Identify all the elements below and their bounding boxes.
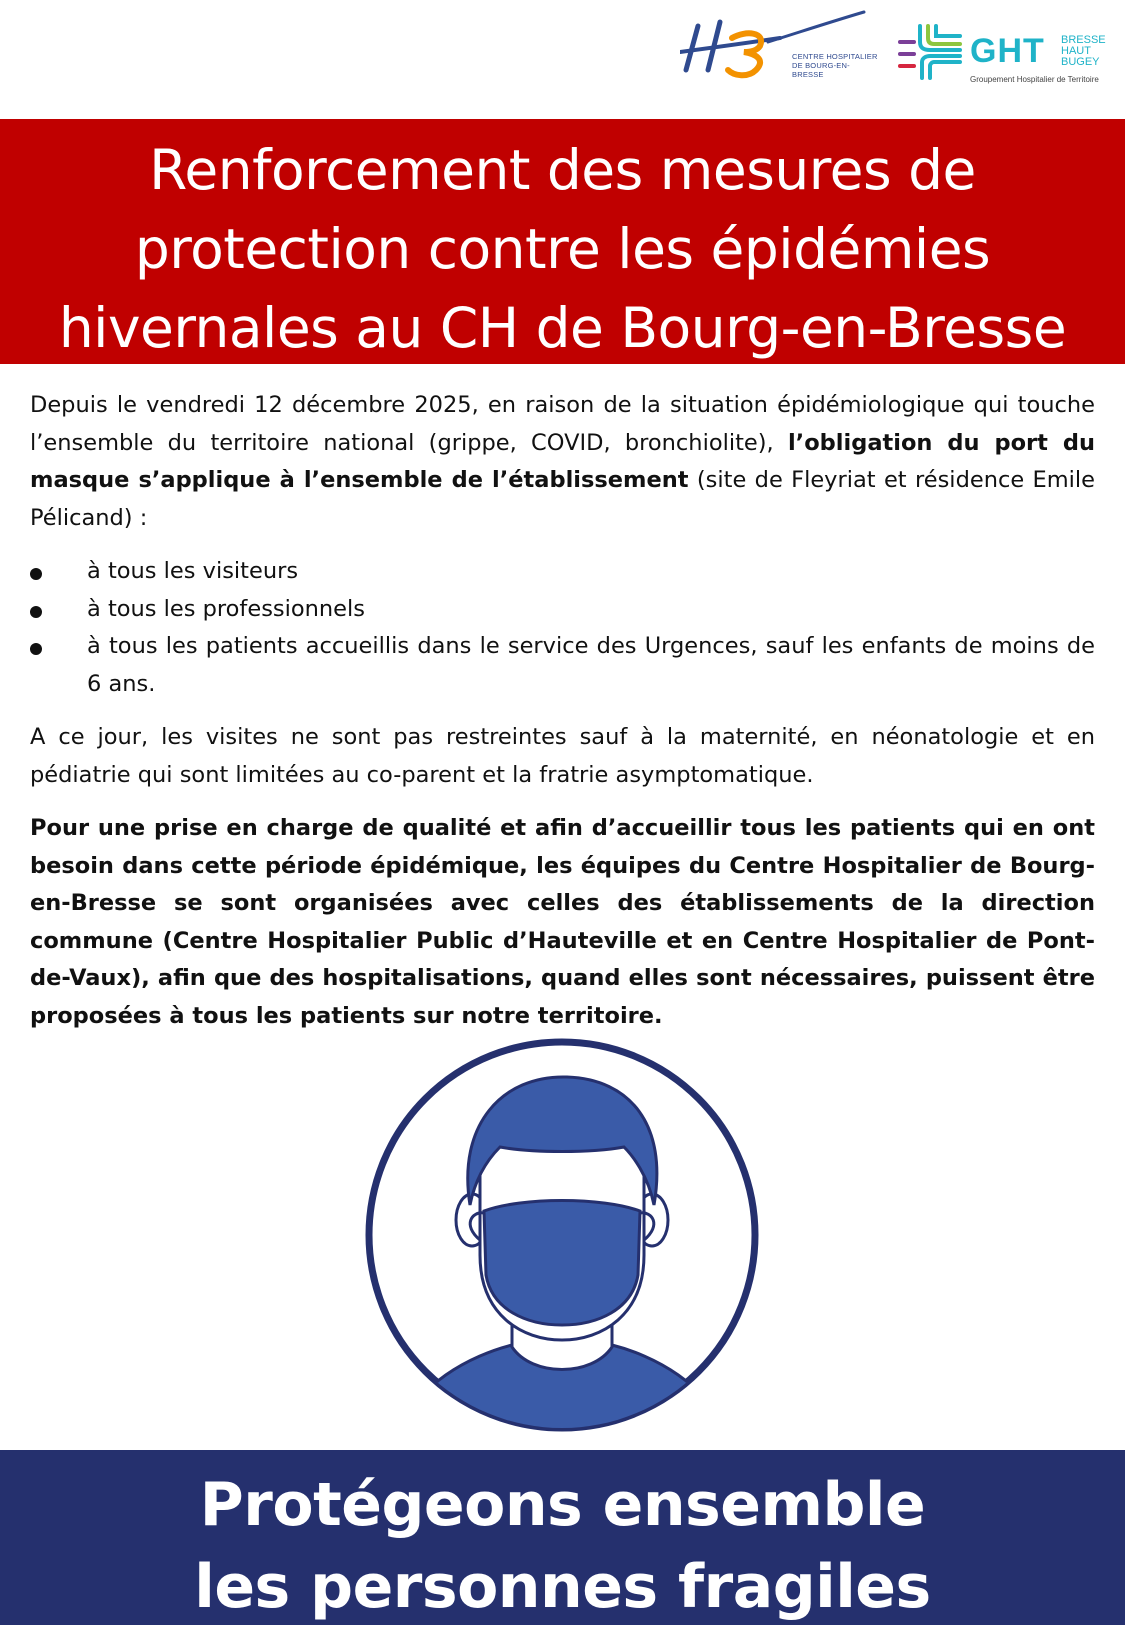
footer-banner: [0, 1450, 1125, 1625]
title-line-2: protection contre les épidémies: [134, 217, 991, 281]
list-item-text: à tous les visiteurs: [87, 558, 299, 584]
intro-text-end: (site de Fleyriat et résidence Emile Pélicand) :: [30, 467, 1095, 531]
bullet-icon: [30, 606, 42, 618]
title-line-3: hivernales au CH de Bourg-en-Bresse: [58, 296, 1067, 360]
ght-logo: [898, 22, 1108, 92]
list-item: [30, 553, 1095, 591]
list-item: [30, 628, 1095, 703]
list-item: [30, 591, 1095, 629]
intro-mask-obligation: l’obligation du port du masque s’applique à l’ensemble de l’établissement: [30, 429, 1095, 493]
masked-person-icon: [362, 1035, 762, 1435]
ght-region: [1061, 35, 1106, 68]
footer-line-2: les personnes fragiles: [194, 1552, 931, 1622]
ght-subtitle: Groupement Hospitalier de Territoire: [970, 75, 1099, 84]
header: [0, 0, 1125, 119]
intro-text-start: Depuis le vendredi 12 décembre 2025, en raison de la situation épidémiologique qui touche l’ensemble du territoire national (grippe, COVID, bronchiolite),: [30, 392, 1095, 456]
organisation-paragraph: Pour une prise en charge de qualité et afin d’accueillir tous les patients qui en ont besoin dans cette période épidémique, les équipes du Centre Hospitalier de Bourg-en-Bresse se sont organisées avec celles des établissements de la direction commune (Centre Hospitalier Public d’Hauteville et en Centre Hospitalier de Pont-de-Vaux), afin que des hospitalisations, quand elles sont nécessaires, puissent être proposées à tous les patients sur notre territoire.: [30, 815, 1095, 1029]
audience-list: [30, 553, 1095, 703]
ght-region-line3: BUGEY: [1061, 56, 1100, 68]
ght-logo-mark-icon: [898, 22, 968, 82]
h3-logo-line1: CENTRE HOSPITALIER: [792, 52, 878, 61]
intro-paragraph: [30, 387, 1095, 537]
title-banner: [0, 119, 1125, 364]
ght-wordmark: GHT: [970, 32, 1045, 70]
title-line-1: Renforcement des mesures de: [149, 138, 976, 202]
ght-region-line1: BRESSE: [1061, 34, 1106, 46]
list-item-text: à tous les professionnels: [87, 595, 365, 622]
h3-logo-subtitle: [792, 52, 880, 79]
h3-logo-line2: DE BOURG-EN-BRESSE: [792, 61, 850, 79]
list-item-text: à tous les patients accueillis dans le service des Urgences, sauf les enfants de moins de 6 ans.: [87, 633, 1095, 697]
visits-paragraph: A ce jour, les visites ne sont pas restreintes sauf à la maternité, en néonatologie et en pédiatrie qui sont limitées au co-parent et la fratrie asymptomatique.: [30, 724, 1095, 788]
bullet-icon: [30, 568, 42, 580]
body-text: [30, 387, 1095, 1051]
h3-hospital-logo: [680, 8, 880, 88]
bullet-icon: [30, 643, 42, 655]
footer-line-1: Protégeons ensemble: [199, 1470, 926, 1540]
ght-region-line2: HAUT: [1061, 45, 1091, 57]
